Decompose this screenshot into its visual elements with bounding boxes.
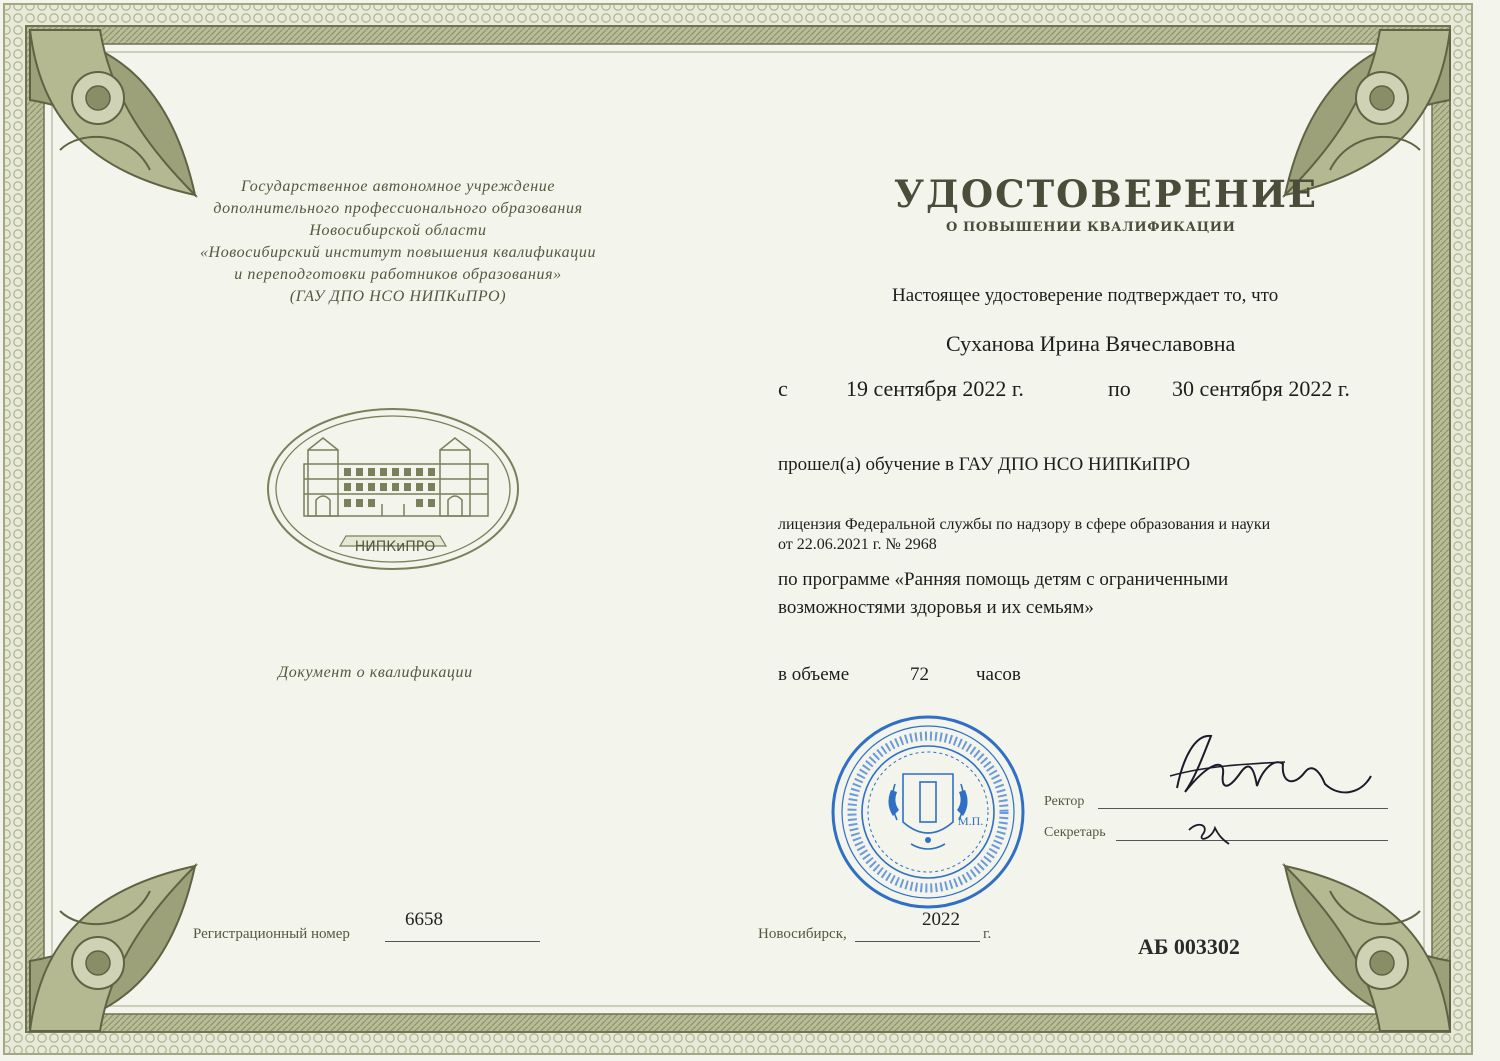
hours-label: часов <box>976 664 1021 685</box>
volume-label: в объеме <box>778 664 850 685</box>
issue-year: 2022 <box>922 909 960 930</box>
license-date-line: от 22.06.2021 г. № 2968 <box>778 536 937 553</box>
date-to: 30 сентября 2022 г. <box>1172 376 1350 401</box>
secretary-signature-line <box>1116 840 1388 841</box>
building-icon <box>304 438 488 516</box>
year-suffix: г. <box>983 926 992 942</box>
trained-text: прошел(а) обучение в ГАУ ДПО НСО НИПКиПРО <box>778 454 1191 475</box>
reg-number-label: Регистрационный номер <box>193 926 350 942</box>
institution-line: (ГАУ ДПО НСО НИПКиПРО) <box>289 288 507 305</box>
license-line: лицензия Федеральной службы по надзору в сфере образования и науки <box>778 516 1271 533</box>
program-line: по программе «Ранняя помощь детям с ограниченными <box>778 569 1229 590</box>
institution-line: Государственное автономное учреждение <box>240 178 556 195</box>
stamp-mark: М.П. <box>958 814 984 828</box>
institution-line: Новосибирской области <box>309 222 487 239</box>
official-stamp <box>823 712 1033 912</box>
institution-block <box>148 178 648 318</box>
date-to-label: по <box>1108 376 1131 401</box>
program-line: возможностями здоровья и их семьям» <box>778 597 1094 618</box>
institution-line: и переподготовки работников образования» <box>234 266 562 283</box>
reg-number-value: 6658 <box>405 909 443 930</box>
recipient-name: Суханова Ирина Вячеславовна <box>946 331 1236 356</box>
date-from: 19 сентября 2022 г. <box>846 376 1024 401</box>
secretary-label: Секретарь <box>1044 825 1106 840</box>
date-from-label: с <box>778 376 788 401</box>
certificate-subtitle: О ПОВЫШЕНИИ КВАЛИФИКАЦИИ <box>946 220 1236 235</box>
rector-signature <box>1165 728 1380 810</box>
confirm-text: Настоящее удостоверение подтверждает то, что <box>892 285 1279 306</box>
document-type-label: Документ о квалификации <box>278 664 473 681</box>
emblem-label: НИПКиПРО <box>354 539 436 555</box>
city-label: Новосибирск, <box>758 926 847 942</box>
date-line <box>855 941 980 942</box>
institution-line: «Новосибирский институт повышения квалификации <box>199 244 597 261</box>
serial-number: АБ 003302 <box>1138 934 1240 959</box>
reg-number-line <box>385 941 540 942</box>
certificate-title: УДОСТОВЕРЕНИЕ <box>894 172 1318 216</box>
corner-ornament-bottom-left <box>20 851 210 1041</box>
secretary-signature <box>1185 816 1235 850</box>
corner-ornament-bottom-right <box>1270 851 1460 1041</box>
institution-line: дополнительного профессионального образования <box>213 200 583 217</box>
hours-value: 72 <box>910 664 929 685</box>
rector-label: Ректор <box>1044 794 1085 809</box>
